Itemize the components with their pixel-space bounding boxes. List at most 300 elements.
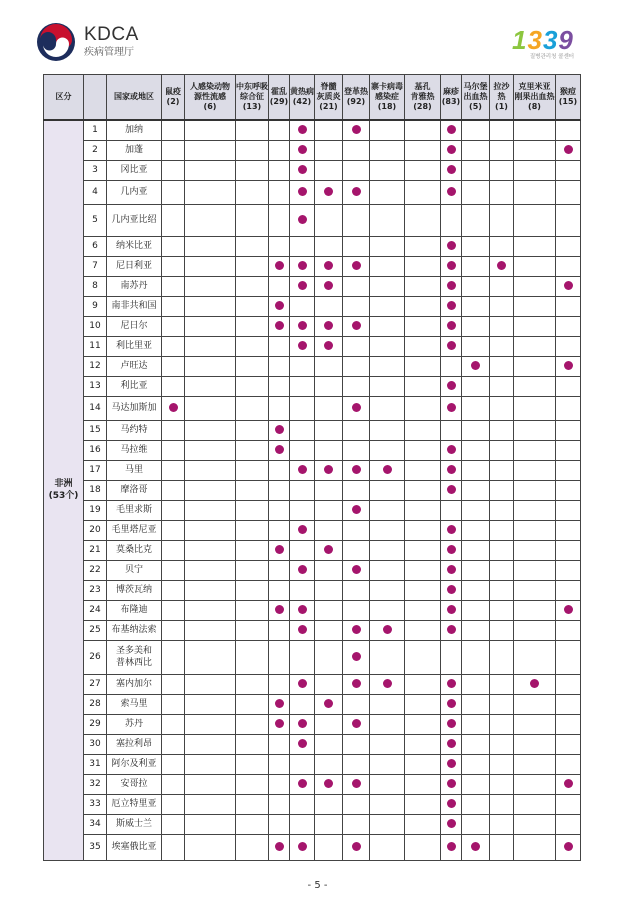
disease-cell-lassa (490, 600, 514, 620)
disease-cell-lassa (490, 674, 514, 694)
disease-cell-yellow_fever (290, 120, 315, 140)
country-name: 几内亚 (107, 180, 162, 204)
disease-cell-polio (315, 754, 343, 774)
disease-cell-cchf (514, 276, 556, 296)
country-name: 利比亚 (107, 376, 162, 396)
disease-cell-zika (370, 440, 405, 460)
disease-cell-polio (315, 316, 343, 336)
disease-cell-ebola (405, 734, 441, 754)
row-number: 19 (84, 500, 107, 520)
row-number: 11 (84, 336, 107, 356)
row-number: 31 (84, 754, 107, 774)
disease-cell-ebola (405, 640, 441, 674)
disease-cell-zika (370, 256, 405, 276)
outbreak-dot-icon (298, 321, 307, 330)
disease-cell-avian (185, 236, 236, 256)
country-name: 南苏丹 (107, 276, 162, 296)
disease-cell-measles (441, 204, 462, 236)
disease-cell-mers (236, 540, 269, 560)
disease-cell-plague (162, 460, 185, 480)
disease-cell-plague (162, 160, 185, 180)
disease-cell-plague (162, 256, 185, 276)
row-number: 7 (84, 256, 107, 276)
disease-cell-dengue (343, 580, 370, 600)
disease-cell-polio (315, 620, 343, 640)
disease-cell-polio (315, 204, 343, 236)
disease-cell-marburg (462, 674, 490, 694)
disease-cell-lassa (490, 754, 514, 774)
disease-cell-zika (370, 520, 405, 540)
disease-cell-marburg (462, 256, 490, 276)
disease-cell-marburg (462, 480, 490, 500)
disease-cell-zika (370, 774, 405, 794)
disease-cell-marburg (462, 620, 490, 640)
outbreak-dot-icon (471, 842, 480, 851)
country-name: 几内亚比绍 (107, 204, 162, 236)
page-header (0, 0, 635, 72)
disease-cell-avian (185, 120, 236, 140)
disease-cell-lassa (490, 356, 514, 376)
disease-cell-yellow_fever (290, 376, 315, 396)
disease-cell-yellow_fever (290, 316, 315, 336)
disease-cell-marburg (462, 520, 490, 540)
disease-cell-marburg (462, 356, 490, 376)
disease-cell-avian (185, 376, 236, 396)
disease-cell-ebola (405, 396, 441, 420)
disease-cell-ebola (405, 256, 441, 276)
disease-cell-measles (441, 140, 462, 160)
row-number: 22 (84, 560, 107, 580)
outbreak-dot-icon (383, 625, 392, 634)
disease-cell-measles (441, 674, 462, 694)
disease-cell-cholera (269, 640, 290, 674)
disease-cell-polio (315, 520, 343, 540)
disease-cell-cchf (514, 256, 556, 276)
disease-cell-dengue (343, 420, 370, 440)
table-row (44, 440, 581, 460)
disease-cell-cholera (269, 734, 290, 754)
disease-cell-avian (185, 600, 236, 620)
outbreak-dot-icon (275, 699, 284, 708)
disease-cell-marburg (462, 694, 490, 714)
disease-cell-cchf (514, 834, 556, 860)
disease-cell-zika (370, 120, 405, 140)
disease-cell-lassa (490, 560, 514, 580)
disease-cell-cholera (269, 420, 290, 440)
disease-cell-mers (236, 204, 269, 236)
outbreak-dot-icon (447, 465, 456, 474)
disease-cell-plague (162, 640, 185, 674)
outbreak-dot-icon (447, 381, 456, 390)
disease-cell-marburg (462, 560, 490, 580)
disease-cell-plague (162, 296, 185, 316)
row-number: 1 (84, 120, 107, 140)
disease-cell-yellow_fever (290, 794, 315, 814)
row-number: 8 (84, 276, 107, 296)
outbreak-dot-icon (298, 187, 307, 196)
outbreak-dot-icon (564, 842, 573, 851)
disease-cell-ebola (405, 580, 441, 600)
disease-cell-mpox (556, 674, 581, 694)
disease-cell-mpox (556, 580, 581, 600)
disease-cell-lassa (490, 396, 514, 420)
table-row (44, 500, 581, 520)
disease-cell-cholera (269, 560, 290, 580)
outbreak-dot-icon (298, 625, 307, 634)
outbreak-dot-icon (352, 779, 361, 788)
column-header-ebola: 基孔 肯雅热 (28) (405, 75, 441, 121)
disease-cell-cholera (269, 236, 290, 256)
disease-cell-lassa (490, 460, 514, 480)
outbreak-dot-icon (447, 759, 456, 768)
disease-cell-mpox (556, 356, 581, 376)
disease-cell-avian (185, 296, 236, 316)
row-number: 27 (84, 674, 107, 694)
outbreak-dot-icon (447, 525, 456, 534)
outbreak-dot-icon (447, 545, 456, 554)
disease-cell-marburg (462, 774, 490, 794)
disease-cell-cholera (269, 256, 290, 276)
disease-cell-dengue (343, 180, 370, 204)
disease-cell-marburg (462, 814, 490, 834)
disease-cell-zika (370, 420, 405, 440)
disease-cell-cchf (514, 140, 556, 160)
disease-cell-marburg (462, 376, 490, 396)
table-row (44, 120, 581, 140)
disease-cell-cholera (269, 694, 290, 714)
page-number: - 5 - (307, 880, 328, 891)
disease-cell-measles (441, 714, 462, 734)
disease-cell-zika (370, 580, 405, 600)
table-row (44, 296, 581, 316)
row-number: 6 (84, 236, 107, 256)
row-number: 14 (84, 396, 107, 420)
disease-cell-ebola (405, 714, 441, 734)
table-row (44, 540, 581, 560)
disease-cell-mers (236, 296, 269, 316)
disease-cell-cholera (269, 580, 290, 600)
disease-cell-dengue (343, 120, 370, 140)
disease-cell-cholera (269, 520, 290, 540)
disease-cell-plague (162, 276, 185, 296)
disease-cell-mpox (556, 140, 581, 160)
outbreak-dot-icon (275, 445, 284, 454)
disease-cell-ebola (405, 694, 441, 714)
disease-cell-dengue (343, 620, 370, 640)
disease-cell-yellow_fever (290, 674, 315, 694)
outbreak-dot-icon (383, 679, 392, 688)
row-number: 35 (84, 834, 107, 860)
disease-cell-ebola (405, 460, 441, 480)
disease-cell-polio (315, 296, 343, 316)
disease-cell-measles (441, 460, 462, 480)
disease-cell-lassa (490, 276, 514, 296)
disease-cell-avian (185, 440, 236, 460)
disease-cell-plague (162, 754, 185, 774)
disease-cell-marburg (462, 180, 490, 204)
disease-cell-marburg (462, 500, 490, 520)
disease-cell-lassa (490, 620, 514, 640)
disease-cell-measles (441, 694, 462, 714)
disease-cell-dengue (343, 440, 370, 460)
country-name: 贝宁 (107, 560, 162, 580)
column-header-dengue: 登革热 (92) (343, 75, 370, 121)
disease-cell-yellow_fever (290, 180, 315, 204)
disease-cell-polio (315, 794, 343, 814)
disease-cell-polio (315, 674, 343, 694)
outbreak-dot-icon (352, 465, 361, 474)
outbreak-dot-icon (447, 565, 456, 574)
disease-cell-dengue (343, 356, 370, 376)
outbreak-dot-icon (324, 699, 333, 708)
disease-cell-polio (315, 236, 343, 256)
disease-cell-measles (441, 774, 462, 794)
disease-cell-ebola (405, 236, 441, 256)
disease-cell-measles (441, 500, 462, 520)
outbreak-dot-icon (324, 281, 333, 290)
disease-cell-avian (185, 774, 236, 794)
disease-cell-ebola (405, 620, 441, 640)
disease-cell-avian (185, 560, 236, 580)
disease-cell-mpox (556, 520, 581, 540)
disease-cell-avian (185, 276, 236, 296)
disease-cell-measles (441, 580, 462, 600)
disease-cell-cholera (269, 376, 290, 396)
disease-cell-mpox (556, 734, 581, 754)
disease-cell-zika (370, 754, 405, 774)
disease-cell-mers (236, 140, 269, 160)
disease-cell-polio (315, 160, 343, 180)
disease-cell-cholera (269, 160, 290, 180)
disease-cell-ebola (405, 794, 441, 814)
outbreak-dot-icon (352, 625, 361, 634)
disease-cell-plague (162, 674, 185, 694)
outbreak-dot-icon (447, 241, 456, 250)
disease-cell-mers (236, 460, 269, 480)
table-row (44, 316, 581, 336)
disease-cell-marburg (462, 460, 490, 480)
outbreak-dot-icon (447, 485, 456, 494)
disease-cell-avian (185, 814, 236, 834)
disease-cell-plague (162, 120, 185, 140)
column-header-polio: 脊髓 灰质炎 (21) (315, 75, 343, 121)
disease-cell-cchf (514, 236, 556, 256)
country-name: 纳米比亚 (107, 236, 162, 256)
disease-cell-measles (441, 814, 462, 834)
disease-cell-marburg (462, 714, 490, 734)
country-name: 南非共和国 (107, 296, 162, 316)
disease-cell-plague (162, 600, 185, 620)
row-number: 20 (84, 520, 107, 540)
disease-cell-cchf (514, 774, 556, 794)
outbreak-dot-icon (352, 403, 361, 412)
country-name: 博茨瓦纳 (107, 580, 162, 600)
country-name: 马里 (107, 460, 162, 480)
disease-cell-ebola (405, 480, 441, 500)
outbreak-dot-icon (447, 301, 456, 310)
outbreak-dot-icon (352, 125, 361, 134)
disease-cell-marburg (462, 640, 490, 674)
disease-cell-cchf (514, 560, 556, 580)
disease-cell-yellow_fever (290, 440, 315, 460)
disease-cell-zika (370, 480, 405, 500)
disease-cell-polio (315, 480, 343, 500)
disease-cell-plague (162, 500, 185, 520)
row-number: 30 (84, 734, 107, 754)
disease-cell-lassa (490, 694, 514, 714)
disease-cell-mers (236, 376, 269, 396)
row-number: 33 (84, 794, 107, 814)
disease-cell-cholera (269, 620, 290, 640)
disease-cell-yellow_fever (290, 356, 315, 376)
disease-cell-zika (370, 814, 405, 834)
disease-cell-marburg (462, 120, 490, 140)
disease-cell-cchf (514, 640, 556, 674)
table-row (44, 276, 581, 296)
disease-cell-zika (370, 620, 405, 640)
disease-cell-measles (441, 734, 462, 754)
disease-cell-zika (370, 640, 405, 674)
disease-cell-avian (185, 356, 236, 376)
disease-cell-marburg (462, 754, 490, 774)
disease-cell-polio (315, 356, 343, 376)
country-name: 布基纳法索 (107, 620, 162, 640)
disease-cell-avian (185, 734, 236, 754)
column-header-cholera: 霍乱 (29) (269, 75, 290, 121)
disease-cell-marburg (462, 204, 490, 236)
disease-cell-zika (370, 396, 405, 420)
row-number: 18 (84, 480, 107, 500)
disease-cell-zika (370, 600, 405, 620)
disease-cell-zika (370, 356, 405, 376)
disease-cell-measles (441, 540, 462, 560)
disease-cell-yellow_fever (290, 204, 315, 236)
disease-cell-measles (441, 794, 462, 814)
disease-cell-plague (162, 520, 185, 540)
country-name: 利比里亚 (107, 336, 162, 356)
disease-cell-zika (370, 180, 405, 204)
outbreak-dot-icon (447, 779, 456, 788)
disease-cell-avian (185, 714, 236, 734)
disease-cell-cholera (269, 180, 290, 204)
disease-cell-dengue (343, 336, 370, 356)
row-number: 9 (84, 296, 107, 316)
outbreak-dot-icon (447, 625, 456, 634)
disease-cell-cchf (514, 480, 556, 500)
disease-cell-measles (441, 376, 462, 396)
disease-cell-zika (370, 204, 405, 236)
disease-cell-measles (441, 834, 462, 860)
country-name: 莫桑比克 (107, 540, 162, 560)
disease-cell-yellow_fever (290, 500, 315, 520)
disease-cell-lassa (490, 640, 514, 674)
disease-cell-yellow_fever (290, 460, 315, 480)
disease-cell-dengue (343, 500, 370, 520)
disease-cell-mers (236, 480, 269, 500)
disease-cell-mpox (556, 600, 581, 620)
disease-cell-mpox (556, 376, 581, 396)
row-number: 26 (84, 640, 107, 674)
outbreak-dot-icon (352, 261, 361, 270)
disease-cell-ebola (405, 356, 441, 376)
disease-cell-mpox (556, 540, 581, 560)
disease-cell-plague (162, 580, 185, 600)
table-row (44, 754, 581, 774)
table-row (44, 420, 581, 440)
disease-cell-zika (370, 140, 405, 160)
disease-cell-yellow_fever (290, 774, 315, 794)
row-number: 24 (84, 600, 107, 620)
disease-cell-mers (236, 120, 269, 140)
disease-cell-ebola (405, 376, 441, 396)
row-number: 15 (84, 420, 107, 440)
disease-cell-polio (315, 140, 343, 160)
table-row (44, 204, 581, 236)
disease-cell-polio (315, 814, 343, 834)
disease-cell-lassa (490, 580, 514, 600)
disease-cell-mpox (556, 440, 581, 460)
disease-cell-plague (162, 794, 185, 814)
disease-cell-mers (236, 420, 269, 440)
disease-cell-cchf (514, 396, 556, 420)
disease-cell-mpox (556, 694, 581, 714)
disease-cell-marburg (462, 140, 490, 160)
disease-cell-lassa (490, 540, 514, 560)
disease-cell-marburg (462, 396, 490, 420)
table-row (44, 460, 581, 480)
disease-cell-mpox (556, 814, 581, 834)
disease-cell-marburg (462, 336, 490, 356)
row-number: 34 (84, 814, 107, 834)
country-name: 厄立特里亚 (107, 794, 162, 814)
disease-cell-cholera (269, 774, 290, 794)
disease-cell-yellow_fever (290, 540, 315, 560)
table-row (44, 140, 581, 160)
disease-cell-ebola (405, 814, 441, 834)
disease-cell-yellow_fever (290, 396, 315, 420)
disease-cell-dengue (343, 460, 370, 480)
disease-cell-ebola (405, 560, 441, 580)
disease-cell-mpox (556, 120, 581, 140)
country-name: 尼日尔 (107, 316, 162, 336)
disease-cell-mers (236, 600, 269, 620)
disease-cell-zika (370, 674, 405, 694)
disease-cell-yellow_fever (290, 834, 315, 860)
country-name: 圣多美和 普林西比 (107, 640, 162, 674)
hotline-number: 1339 (512, 25, 574, 55)
disease-cell-marburg (462, 734, 490, 754)
table-row (44, 794, 581, 814)
column-header-measles: 麻疹 (83) (441, 75, 462, 121)
disease-cell-cchf (514, 500, 556, 520)
disease-cell-yellow_fever (290, 256, 315, 276)
disease-cell-cholera (269, 600, 290, 620)
disease-cell-lassa (490, 794, 514, 814)
outbreak-dot-icon (497, 261, 506, 270)
disease-cell-cholera (269, 814, 290, 834)
disease-cell-mpox (556, 480, 581, 500)
country-name: 卢旺达 (107, 356, 162, 376)
outbreak-dot-icon (447, 281, 456, 290)
country-name: 索马里 (107, 694, 162, 714)
disease-cell-ebola (405, 204, 441, 236)
outbreak-dot-icon (298, 779, 307, 788)
disease-cell-polio (315, 694, 343, 714)
disease-cell-cchf (514, 794, 556, 814)
column-header-cchf: 克里米亚 刚果出血热 (8) (514, 75, 556, 121)
disease-cell-cchf (514, 180, 556, 204)
disease-cell-mpox (556, 620, 581, 640)
